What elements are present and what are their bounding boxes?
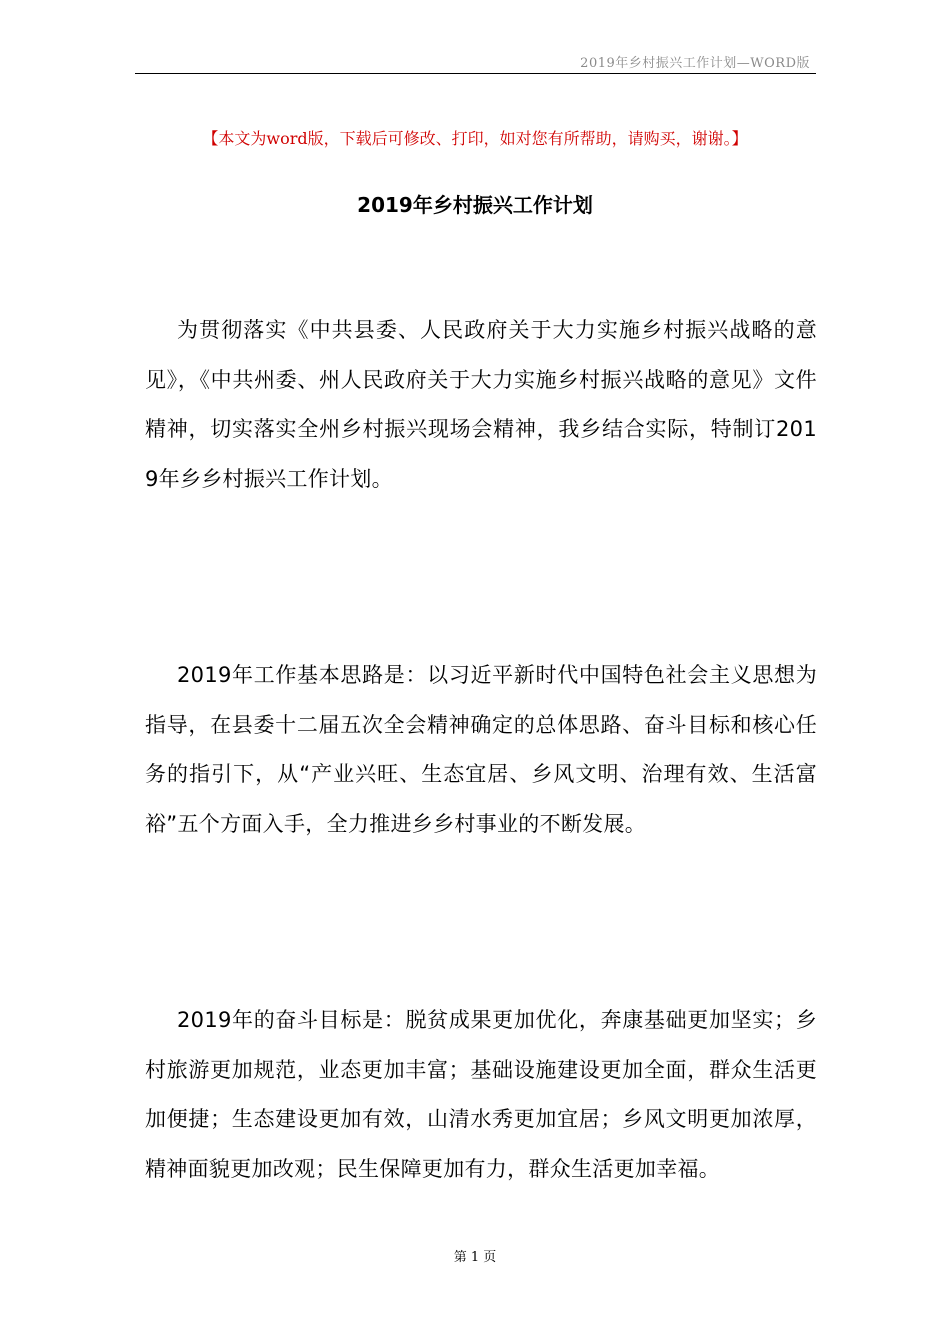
header-divider (135, 73, 816, 74)
body-paragraph-2: 2019年工作基本思路是：以习近平新时代中国特色社会主义思想为指导，在县委十二届五次全会精神确定的总体思路、奋斗目标和核心任务的指引下，从“产业兴旺、生态宜居、乡风文明、治理有效、生活富裕”五个方面入手，全力推进乡乡村事业的不断发展。 (145, 663, 817, 836)
running-header: 2019年乡村振兴工作计划—WORD版 (580, 56, 810, 71)
body-paragraph-1: 为贯彻落实《中共县委、人民政府关于大力实施乡村振兴战略的意见》，《中共州委、州人民政府关于大力实施乡村振兴战略的意见》文件精神，切实落实全州乡村振兴现场会精神，我乡结合实际，特制订2019年乡乡村振兴工作计划。 (145, 318, 817, 491)
download-notice: 【本文为word版，下载后可修改、打印，如对您有所帮助，请购买，谢谢。】 (202, 129, 748, 148)
document-title: 2019年乡村振兴工作计划 (357, 193, 593, 217)
page-number: 第 1 页 (453, 1250, 497, 1265)
body-paragraph-3: 2019年的奋斗目标是：脱贫成果更加优化，奔康基础更加坚实；乡村旅游更加规范，业态更加丰富；基础设施建设更加全面，群众生活更加便捷；生态建设更加有效，山清水秀更加宜居；乡风文明更加浓厚，精神面貌更加改观；民生保障更加有力，群众生活更加幸福。 (145, 1008, 817, 1181)
